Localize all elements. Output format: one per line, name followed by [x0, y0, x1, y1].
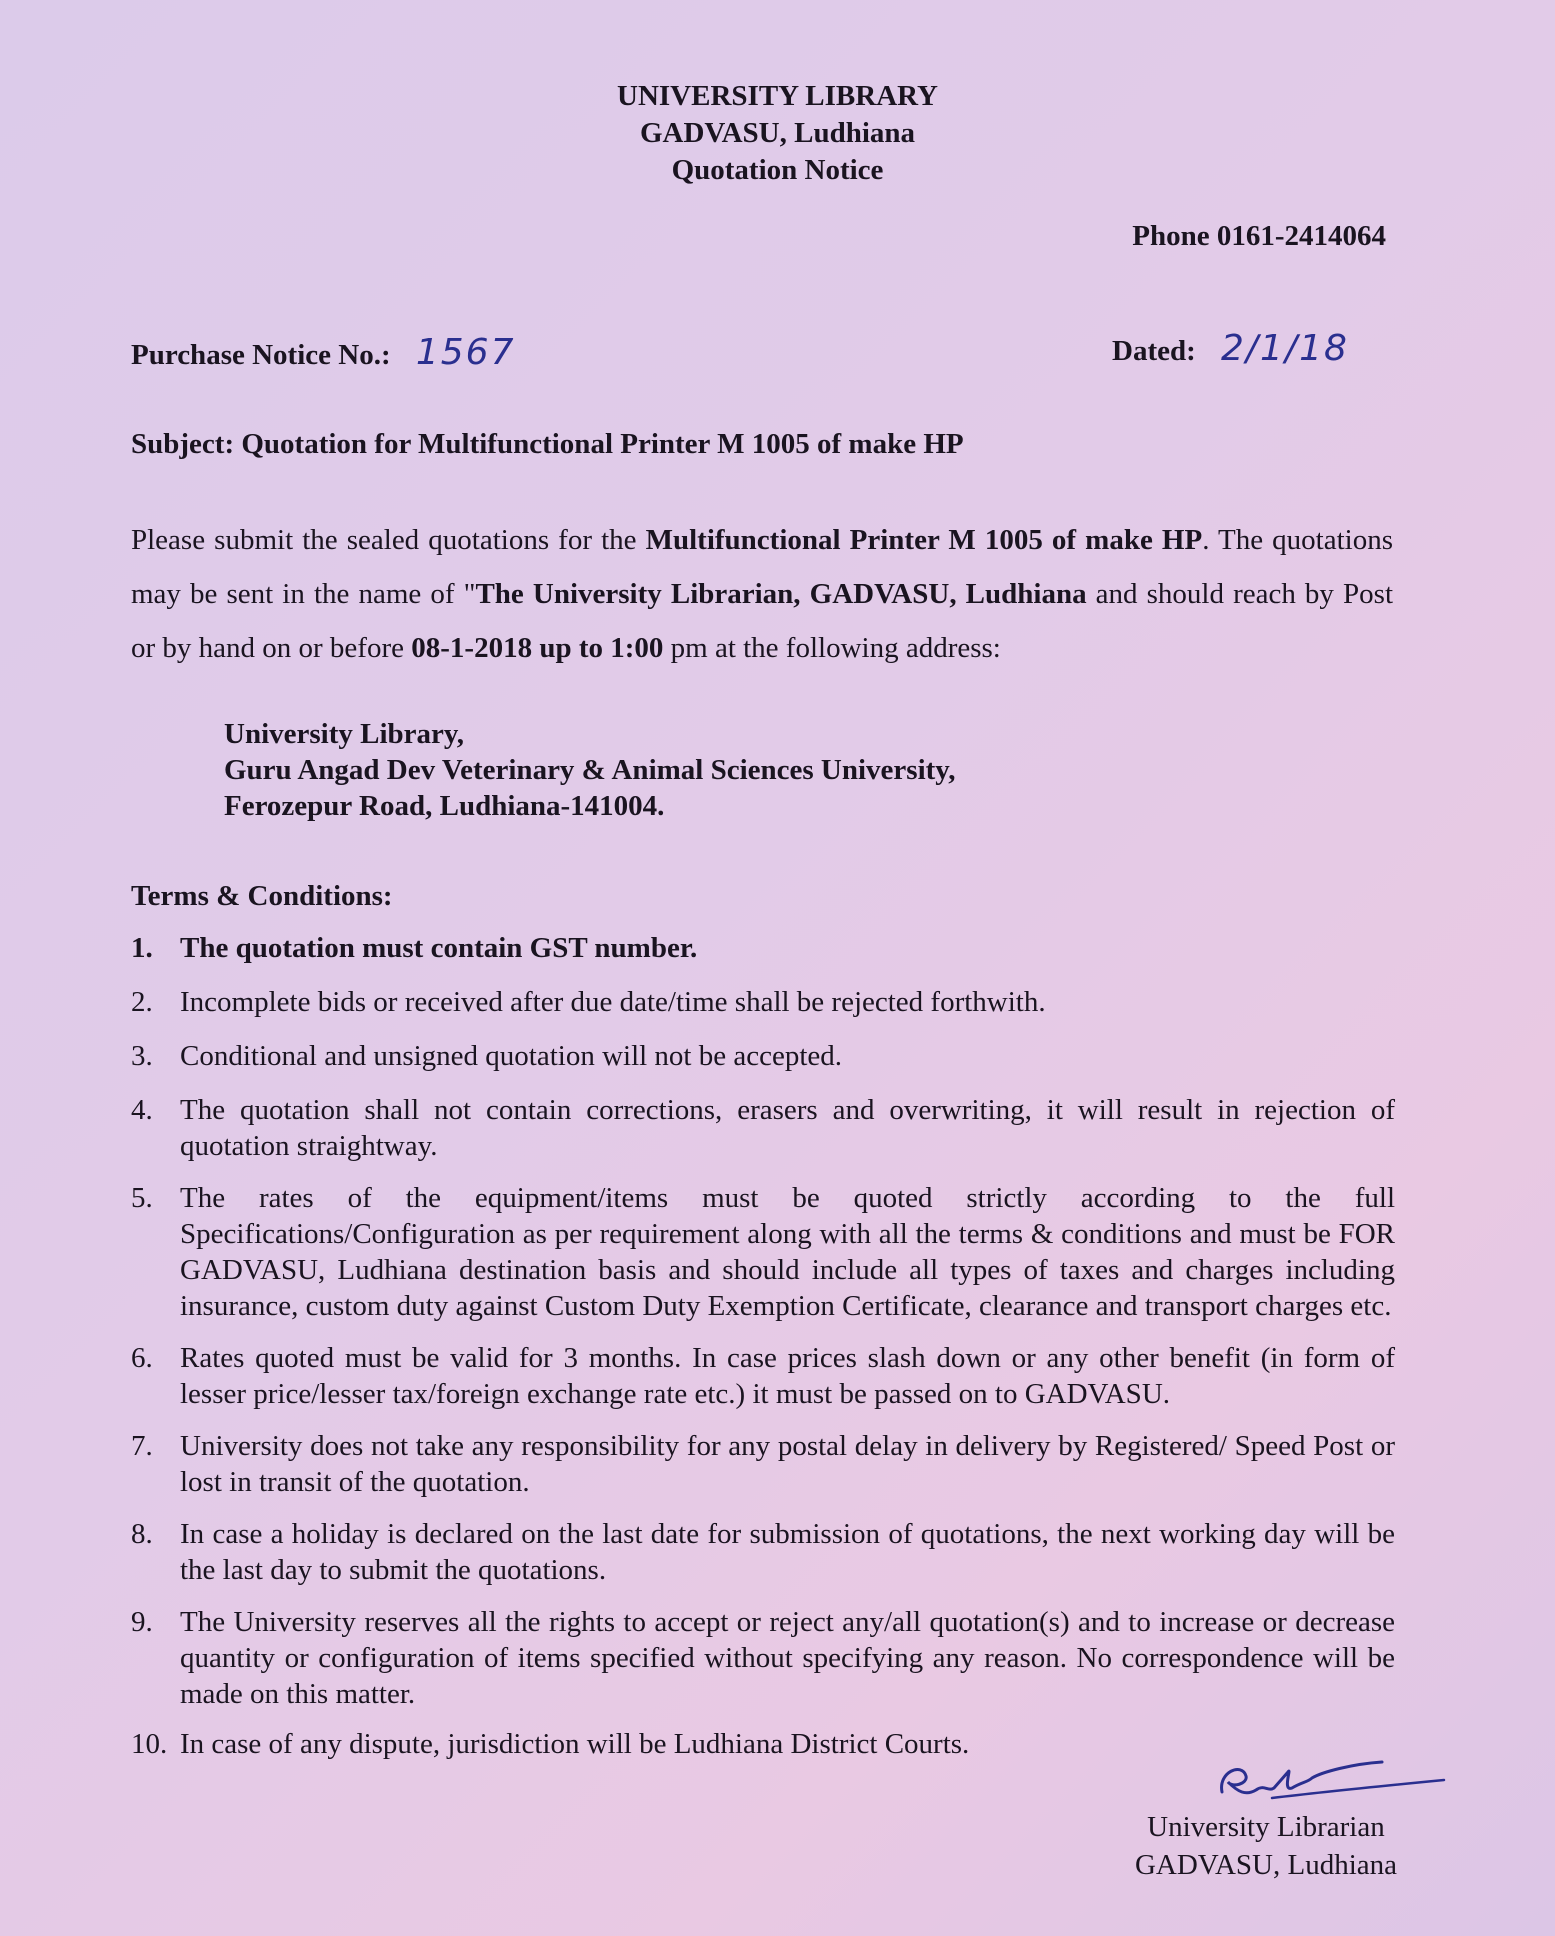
header-line-university: GADVASU, Ludhiana: [639, 117, 916, 149]
intro-text-1: Please submit the sealed quotations for the: [131, 524, 646, 556]
header-line-library: UNIVERSITY LIBRARY: [617, 80, 938, 112]
term-item: [131, 1726, 1080, 1762]
term-item: [131, 930, 1395, 966]
intro-bold-deadline: 08-1-2018 up to 1:00: [411, 632, 664, 664]
intro-bold-addressee: The University Librarian, GADVASU, Ludhiana: [475, 578, 1087, 610]
intro-text-4: pm at the following address:: [663, 632, 1001, 664]
term-text: In case a holiday is declared on the last date for submission of quotations, the next working day will be the last day to submit the quotations.: [180, 1518, 1395, 1586]
term-item: [131, 1038, 1395, 1074]
dated-label: Dated:: [1112, 335, 1196, 367]
term-number: 4.: [131, 1094, 153, 1126]
term-number: 2.: [131, 986, 153, 1018]
signatory-block: [1135, 1808, 1397, 1884]
term-number: 1.: [131, 932, 153, 964]
phone-number: Phone 0161-2414064: [1132, 220, 1386, 252]
term-text: Conditional and unsigned quotation will not be accepted.: [180, 1040, 843, 1072]
subject-line: Subject: Quotation for Multifunctional Printer M 1005 of make HP: [131, 428, 964, 460]
term-number: 10.: [131, 1728, 168, 1760]
intro-bold-item: Multifunctional Printer M 1005 of make HP: [645, 524, 1203, 556]
term-text: Rates quoted must be valid for 3 months. In case prices slash down or any other benefit (in form of lesser price/lesser tax/foreign exchange rate etc.) it must be passed on to GADVASU.: [180, 1342, 1395, 1410]
intro-text-2: . The quotations may be sent in the name of ": [131, 524, 1393, 610]
term-item: [131, 1180, 1395, 1324]
term-number: 3.: [131, 1040, 153, 1072]
term-number: 7.: [131, 1430, 153, 1462]
term-text: The University reserves all the rights to accept or reject any/all quotation(s) and to increase or decrease quantity or configuration of items specified without specifying any reason. No correspondence will be made on this matter.: [180, 1606, 1395, 1710]
notice-date: [1112, 328, 1349, 369]
term-text: The rates of the equipment/items must be quoted strictly according to the full Specifications/Configuration as per requirement along with all the terms & conditions and must be FOR GADVASU, Ludhiana destination basis and should include all types of taxes and charges including insurance, custom duty against Custom Duty Exemption Certificate, clearance and transport charges etc.: [180, 1182, 1395, 1322]
term-item: [131, 1092, 1395, 1164]
term-text: In case of any dispute, jurisdiction will be Ludhiana District Courts.: [180, 1728, 970, 1760]
handwritten-date: 2/1/18: [1221, 328, 1349, 369]
handwritten-signature: [1212, 1752, 1452, 1812]
term-text: The quotation must contain GST number.: [180, 932, 698, 964]
signatory-title: University Librarian: [1147, 1811, 1385, 1843]
term-item: [131, 984, 1395, 1020]
terms-heading: Terms & Conditions:: [131, 880, 393, 912]
term-text: Incomplete bids or received after due date/time shall be rejected forthwith.: [180, 986, 1046, 1018]
term-item: [131, 1428, 1395, 1500]
signatory-org: GADVASU, Ludhiana: [1134, 1849, 1397, 1881]
term-number: 5.: [131, 1182, 153, 1214]
term-item: [131, 1516, 1395, 1588]
term-item: [131, 1604, 1395, 1712]
intro-paragraph: [131, 513, 1393, 675]
term-number: 9.: [131, 1606, 153, 1638]
postal-address: [224, 716, 955, 824]
term-number: 8.: [131, 1518, 153, 1550]
term-item: [131, 1340, 1395, 1412]
purchase-notice-number: [131, 332, 515, 373]
header-line-notice-type: Quotation Notice: [671, 154, 884, 186]
address-line-2: Guru Angad Dev Veterinary & Animal Sciences University,: [224, 754, 956, 786]
address-line-3: Ferozepur Road, Ludhiana-141004.: [224, 790, 665, 822]
handwritten-notice-number: 1567: [415, 332, 516, 373]
term-text: University does not take any responsibility for any postal delay in delivery by Registered/ Speed Post or lost in transit of the quotation.: [180, 1430, 1395, 1498]
address-line-1: University Library,: [224, 718, 465, 750]
letterhead: [0, 78, 1555, 189]
term-number: 6.: [131, 1342, 153, 1374]
purchase-notice-label: Purchase Notice No.:: [131, 339, 391, 371]
intro-text-3: and should reach by Post or by hand on or before: [131, 578, 1393, 664]
terms-list: [131, 930, 1395, 1762]
term-text: The quotation shall not contain corrections, erasers and overwriting, it will result in rejection of quotation straightway.: [180, 1094, 1395, 1162]
